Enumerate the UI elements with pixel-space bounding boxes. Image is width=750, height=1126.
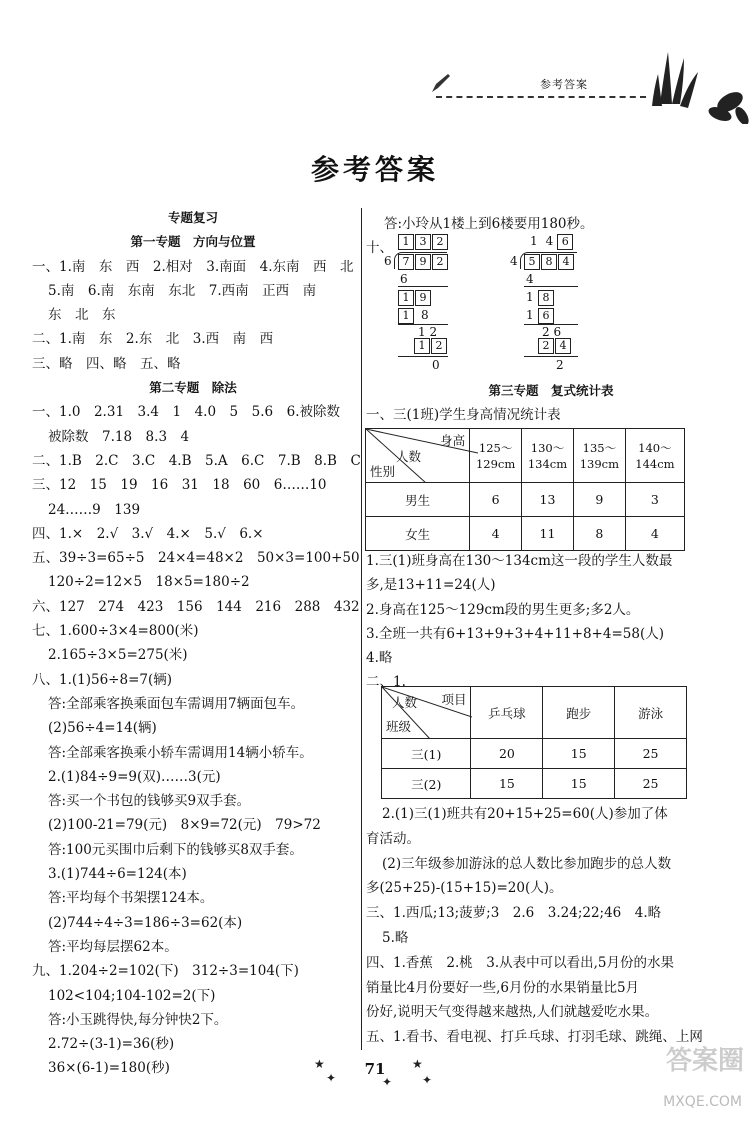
- dividend-digit: 8: [541, 254, 557, 270]
- answer-line: 三、1.西瓜;13;菠萝;3 2.6 3.24;22;46 4.略: [366, 905, 662, 922]
- answer-line: 九、1.204÷2=102(下) 312÷3=104(下): [32, 963, 299, 980]
- table-cell: 25: [615, 769, 687, 799]
- left-column: [32, 206, 361, 1081]
- column-header: 跑步: [543, 687, 615, 739]
- answer-line: 2.(1)三(1)班共有20+15+25=60(人)参加了体: [382, 806, 668, 822]
- table-corner-cell: [366, 429, 470, 483]
- quotient-digit: 4: [545, 234, 554, 248]
- column-header: 乒乓球: [471, 687, 543, 739]
- long-division-1: [384, 234, 454, 374]
- division-step: 2 6: [542, 325, 562, 339]
- pen-icon: [430, 72, 452, 94]
- division-step: 4: [555, 338, 571, 354]
- division-step: 2: [431, 338, 447, 354]
- row-header: 女生: [366, 517, 470, 551]
- row-header: 三(2): [382, 769, 471, 799]
- division-step: 9: [415, 290, 431, 306]
- corner-label: 班级: [386, 719, 412, 734]
- row-header: 男生: [366, 483, 470, 517]
- ten-label: 十、: [366, 240, 393, 256]
- corner-label: 性别: [370, 464, 396, 479]
- answer-line: (2)56÷4=14(辆): [48, 720, 157, 737]
- table-corner-cell: [382, 687, 471, 739]
- answer-line: 一、1.南 东 西 2.相对 3.南面 4.东南 西 北: [32, 258, 354, 275]
- table-cell: 6: [470, 483, 522, 517]
- answer-line: 销量比4月份要好一些,6月份的水果销量比5月: [366, 979, 640, 996]
- answer-line: 六、127 274 423 156 144 216 288 432: [32, 598, 360, 615]
- quotient-digit: 1: [398, 234, 414, 250]
- answer-line: 八、1.(1)56÷8=7(辆): [32, 671, 173, 688]
- dividend-digit: 2: [432, 254, 448, 270]
- answer-line: 3.(1)744÷6=124(本): [48, 866, 187, 883]
- right-end-block: [366, 802, 736, 1050]
- table-cell: 15: [471, 769, 543, 799]
- answer-line: 四、1.香蕉 2.桃 3.从表中可以看出,5月份的水果: [366, 954, 675, 971]
- answer-line: 答:100元买围巾后剩下的钱够买8双手套。: [48, 841, 303, 858]
- division-step: 8: [538, 290, 554, 306]
- answer-line: 36×(6-1)=180(秒): [48, 1060, 170, 1077]
- table-title: 一、三(1班)学生身高情况统计表: [366, 407, 561, 423]
- page-title: 参考答案: [310, 153, 439, 186]
- answer-line: 多(25+25)-(15+15)=20(人)。: [366, 880, 563, 897]
- table-cell: 9: [573, 483, 625, 517]
- header-dashed-rule: [436, 96, 646, 98]
- answer-line: 一、1.0 2.31 3.4 1 4.0 5 5.6 6.被除数: [32, 404, 340, 421]
- column-header: 135～ 139cm: [573, 429, 625, 483]
- division-step: 8: [421, 308, 429, 322]
- answer-line: (2)三年级参加游泳的总人数比参加跑步的总人数: [382, 855, 672, 872]
- division-step: 1: [398, 308, 414, 324]
- height-stats-table: [365, 428, 685, 551]
- answer-line: 二、1.: [366, 674, 406, 691]
- division-step: 1: [414, 338, 430, 354]
- division-step: 4: [526, 272, 534, 286]
- page-number: 71: [364, 1060, 386, 1078]
- answer-line: (2)744÷4÷3=186÷3=62(本): [48, 914, 243, 931]
- answer-line: 三、略 四、略 五、略: [32, 355, 181, 372]
- column-header: 游泳: [615, 687, 687, 739]
- division-remainder: 2: [556, 358, 564, 372]
- answer-line: 2.(1)84÷9=9(双)……3(元): [48, 768, 221, 785]
- dividend-digit: 9: [415, 254, 431, 270]
- table-cell: 15: [543, 769, 615, 799]
- star-decoration-icon: [312, 1056, 438, 1090]
- svg-text:✦: ✦: [382, 1075, 393, 1089]
- page-header-title: 参考答案: [540, 78, 588, 91]
- division-step: 6: [400, 272, 408, 286]
- svg-text:★: ★: [412, 1057, 423, 1071]
- answer-line: 答:平均每层摆62本。: [48, 938, 178, 955]
- table-cell: 8: [573, 517, 625, 551]
- division-step: 6: [538, 308, 554, 324]
- column-header: 140～ 144cm: [625, 429, 684, 483]
- corner-label: 项目: [441, 692, 467, 707]
- table-cell: 4: [470, 517, 522, 551]
- answer-line: 1.三(1)班身高在130～134cm这一段的学生人数最: [366, 553, 673, 569]
- division-step: 1: [526, 290, 534, 304]
- table-cell: 4: [625, 517, 684, 551]
- divisor: 4: [510, 254, 518, 268]
- dividend-digit: 5: [524, 254, 540, 270]
- answer-line: 七、1.600÷3×4=800(米): [32, 623, 199, 640]
- column-header: 125～ 129cm: [470, 429, 522, 483]
- answer-line: (2)100-21=79(元) 8×9=72(元) 79>72: [48, 817, 321, 834]
- dividend-digit: 4: [558, 254, 574, 270]
- right-top-line: 答:小玲从1楼上到6楼要用180秒。: [384, 216, 594, 232]
- division-step: 1: [398, 290, 414, 306]
- column-divider: [361, 208, 362, 1050]
- quotient-digit: 3: [415, 234, 431, 250]
- svg-text:★: ★: [314, 1057, 325, 1071]
- section-subheading: 第三专题 复式统计表: [488, 383, 614, 398]
- table-cell: 20: [471, 739, 543, 769]
- quotient-digit: 1: [530, 234, 538, 248]
- division-step: 1: [526, 308, 534, 322]
- division-remainder: 0: [432, 358, 440, 372]
- answer-line: 东 北 东: [48, 307, 116, 324]
- watermark-url: MXQE.COM: [663, 1094, 742, 1110]
- answer-line: 五、1.看书、看电视、打乒乓球、打羽毛球、跳绳、上网: [366, 1029, 703, 1046]
- answer-line: 多,是13+11=24(人): [366, 577, 496, 594]
- answer-line: 120÷2=12×5 18×5=180÷2: [48, 574, 250, 591]
- table-cell: 15: [543, 739, 615, 769]
- answer-line: 答:全部乘客换乘面包车需调用7辆面包车。: [48, 695, 305, 712]
- answer-line: 份好,说明天气变得越来越热,人们就越爱吃水果。: [366, 1004, 659, 1021]
- division-step: 2: [538, 338, 554, 354]
- table-cell: 13: [522, 483, 574, 517]
- dividend-digit: 7: [398, 254, 414, 270]
- section-subheading: 第二专题 除法: [149, 380, 237, 396]
- corner-label: 人数: [392, 695, 418, 710]
- row-header: 三(1): [382, 739, 471, 769]
- section-heading: 专题复习: [167, 210, 218, 225]
- corner-label: 人数: [396, 449, 422, 464]
- answer-line: 4.略: [366, 650, 393, 667]
- table-cell: 11: [522, 517, 574, 551]
- flower-decoration-icon: [650, 44, 750, 124]
- right-mid-block: [366, 549, 736, 695]
- table-cell: 25: [615, 739, 687, 769]
- divisor: 6: [384, 254, 392, 268]
- column-header: 130～ 134cm: [522, 429, 574, 483]
- answer-line: 5.南 6.南 东南 东北 7.西南 正西 南: [48, 282, 317, 299]
- answer-line: 24……9 139: [48, 501, 141, 518]
- answer-line: 2.72÷(3-1)=36(秒): [48, 1036, 175, 1053]
- quotient-digit: 2: [432, 234, 448, 250]
- long-division-2: [510, 234, 590, 374]
- quotient-digit: 6: [557, 234, 573, 250]
- answer-line: 答:小玉跳得快,每分钟快2下。: [48, 1011, 228, 1028]
- answer-line: 3.全班一共有6+13+9+3+4+11+8+4=58(人): [366, 625, 664, 642]
- svg-text:✦: ✦: [422, 1073, 433, 1087]
- corner-label: 身高: [440, 433, 466, 448]
- answer-line: 2.165÷3×5=275(米): [48, 647, 188, 664]
- svg-text:✦: ✦: [326, 1071, 337, 1085]
- answer-line: 二、1.南 东 2.东 北 3.西 南 西: [32, 331, 274, 348]
- answer-line: 答:全部乘客换乘小轿车需调用14辆小轿车。: [48, 744, 313, 761]
- section-subheading: 第一专题 方向与位置: [130, 234, 256, 250]
- answer-line: 被除数 7.18 8.3 4: [48, 428, 190, 445]
- answer-line: 答:买一个书包的钱够买9双手套。: [48, 793, 251, 810]
- answer-line: 5.略: [382, 929, 409, 946]
- answer-line: 三、12 15 19 16 31 18 60 6……10: [32, 477, 327, 494]
- answer-line: 102<104;104-102=2(下): [48, 987, 216, 1004]
- answer-line: 2.身高在125～129cm段的男生更多;多2人。: [366, 601, 640, 618]
- answer-line: 二、1.B 2.C 3.C 4.B 5.A 6.C 7.B 8.B C: [32, 452, 361, 469]
- table-cell: 3: [625, 483, 684, 517]
- answer-line: 四、1.× 2.√ 3.√ 4.× 5.√ 6.×: [32, 525, 264, 542]
- answer-line: 育活动。: [366, 830, 420, 847]
- watermark-logo: 答案圈: [665, 1046, 744, 1076]
- division-step: 1 2: [418, 325, 438, 339]
- answer-line: 答:平均每个书架摆124本。: [48, 890, 214, 907]
- answer-line: 五、39÷3=65÷5 24×4=48×2 50×3=100+50: [32, 550, 360, 567]
- sports-stats-table: [381, 686, 687, 799]
